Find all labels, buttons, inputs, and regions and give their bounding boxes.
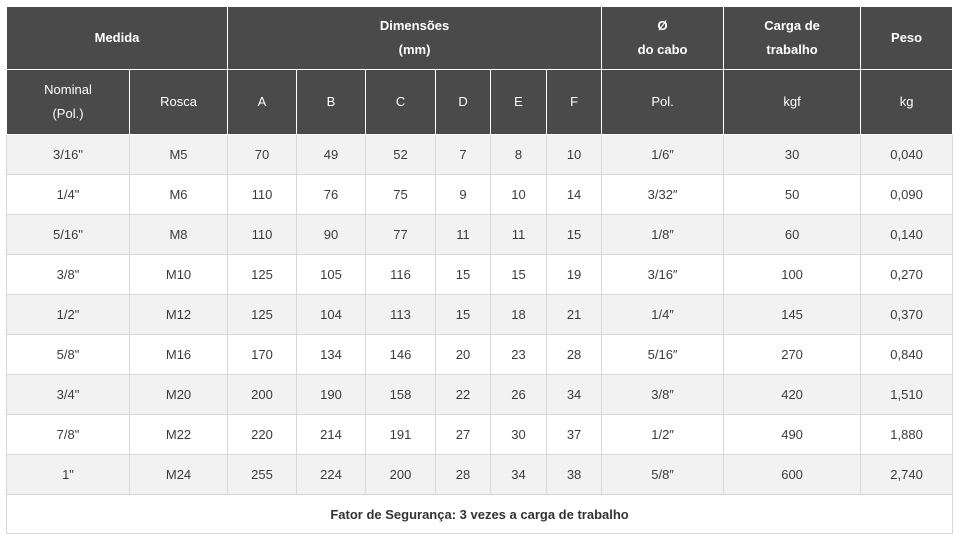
cell-d: 28 <box>436 455 491 495</box>
cell-rosca: M20 <box>130 375 228 415</box>
cell-b: 49 <box>297 135 366 175</box>
header-row-columns <box>7 70 953 135</box>
cell-f: 14 <box>547 175 602 215</box>
header-col-f: F <box>547 70 602 135</box>
header-kg: kg <box>861 70 953 135</box>
header-col-c: C <box>366 70 436 135</box>
cell-peso: 0,140 <box>861 215 953 255</box>
cell-b: 76 <box>297 175 366 215</box>
cell-carga: 60 <box>724 215 861 255</box>
cell-c: 200 <box>366 455 436 495</box>
header-cabo-line1: Ø <box>657 18 668 33</box>
cell-c: 75 <box>366 175 436 215</box>
cell-d: 7 <box>436 135 491 175</box>
header-cabo-line2: do cabo <box>637 42 688 57</box>
header-dimensoes <box>228 7 602 70</box>
cell-carga: 600 <box>724 455 861 495</box>
table-row <box>7 175 953 215</box>
header-peso: Peso <box>861 7 953 70</box>
cell-cabo: 3/8″ <box>602 375 724 415</box>
cell-a: 110 <box>228 175 297 215</box>
cell-c: 52 <box>366 135 436 175</box>
cell-b: 224 <box>297 455 366 495</box>
table-row <box>7 295 953 335</box>
cell-carga: 50 <box>724 175 861 215</box>
cell-peso: 0,090 <box>861 175 953 215</box>
cell-rosca: M16 <box>130 335 228 375</box>
cell-a: 125 <box>228 255 297 295</box>
cell-e: 30 <box>491 415 547 455</box>
cell-a: 70 <box>228 135 297 175</box>
cell-a: 200 <box>228 375 297 415</box>
header-carga-line2: trabalho <box>766 42 818 57</box>
cell-f: 21 <box>547 295 602 335</box>
table-row <box>7 335 953 375</box>
cell-cabo: 3/16″ <box>602 255 724 295</box>
header-cabo <box>602 7 724 70</box>
cell-d: 22 <box>436 375 491 415</box>
header-row-groups <box>7 7 953 70</box>
header-dimensoes-line1: Dimensões <box>379 18 450 33</box>
cell-e: 23 <box>491 335 547 375</box>
cell-e: 18 <box>491 295 547 335</box>
table-row <box>7 215 953 255</box>
cell-d: 11 <box>436 215 491 255</box>
table-row <box>7 415 953 455</box>
header-nominal <box>7 70 130 135</box>
header-col-a: A <box>228 70 297 135</box>
cell-f: 19 <box>547 255 602 295</box>
table-row <box>7 455 953 495</box>
cell-c: 116 <box>366 255 436 295</box>
cell-e: 8 <box>491 135 547 175</box>
cell-rosca: M24 <box>130 455 228 495</box>
cell-c: 191 <box>366 415 436 455</box>
cell-nominal: 5/8" <box>7 335 130 375</box>
cell-cabo: 1/2″ <box>602 415 724 455</box>
cell-d: 20 <box>436 335 491 375</box>
cell-a: 255 <box>228 455 297 495</box>
header-nominal-line1: Nominal <box>44 82 92 97</box>
cell-cabo: 5/8″ <box>602 455 724 495</box>
cell-nominal: 3/8" <box>7 255 130 295</box>
cell-a: 170 <box>228 335 297 375</box>
cell-rosca: M6 <box>130 175 228 215</box>
header-kgf: kgf <box>724 70 861 135</box>
cell-nominal: 3/16" <box>7 135 130 175</box>
cell-nominal: 1/2" <box>7 295 130 335</box>
cell-b: 214 <box>297 415 366 455</box>
cell-b: 134 <box>297 335 366 375</box>
cell-nominal: 1" <box>7 455 130 495</box>
cell-peso: 0,270 <box>861 255 953 295</box>
table-row <box>7 255 953 295</box>
cell-carga: 270 <box>724 335 861 375</box>
cell-f: 37 <box>547 415 602 455</box>
cell-carga: 490 <box>724 415 861 455</box>
header-pol: Pol. <box>602 70 724 135</box>
cell-b: 104 <box>297 295 366 335</box>
safety-factor-note: Fator de Segurança: 3 vezes a carga de trabalho <box>7 495 953 534</box>
cell-rosca: M10 <box>130 255 228 295</box>
cell-peso: 1,510 <box>861 375 953 415</box>
cell-cabo: 1/8″ <box>602 215 724 255</box>
cell-c: 158 <box>366 375 436 415</box>
cell-peso: 0,370 <box>861 295 953 335</box>
cell-cabo: 5/16″ <box>602 335 724 375</box>
spec-table <box>6 6 953 534</box>
cell-c: 113 <box>366 295 436 335</box>
cell-e: 10 <box>491 175 547 215</box>
cell-carga: 30 <box>724 135 861 175</box>
cell-c: 77 <box>366 215 436 255</box>
cell-e: 34 <box>491 455 547 495</box>
cell-rosca: M22 <box>130 415 228 455</box>
cell-c: 146 <box>366 335 436 375</box>
cell-f: 15 <box>547 215 602 255</box>
cell-d: 27 <box>436 415 491 455</box>
cell-peso: 0,840 <box>861 335 953 375</box>
cell-rosca: M5 <box>130 135 228 175</box>
cell-peso: 2,740 <box>861 455 953 495</box>
cell-b: 190 <box>297 375 366 415</box>
cell-peso: 1,880 <box>861 415 953 455</box>
cell-rosca: M12 <box>130 295 228 335</box>
header-rosca: Rosca <box>130 70 228 135</box>
header-nominal-line2: (Pol.) <box>52 106 84 121</box>
cell-e: 26 <box>491 375 547 415</box>
table-body <box>7 135 953 534</box>
cell-a: 110 <box>228 215 297 255</box>
cell-nominal: 7/8" <box>7 415 130 455</box>
header-dimensoes-line2: (mm) <box>398 42 431 57</box>
cell-f: 10 <box>547 135 602 175</box>
cell-peso: 0,040 <box>861 135 953 175</box>
cell-cabo: 3/32″ <box>602 175 724 215</box>
cell-nominal: 1/4" <box>7 175 130 215</box>
cell-b: 105 <box>297 255 366 295</box>
cell-e: 11 <box>491 215 547 255</box>
cell-d: 15 <box>436 295 491 335</box>
header-col-b: B <box>297 70 366 135</box>
cell-f: 28 <box>547 335 602 375</box>
cell-b: 90 <box>297 215 366 255</box>
cell-carga: 420 <box>724 375 861 415</box>
header-col-e: E <box>491 70 547 135</box>
table-row <box>7 135 953 175</box>
header-col-d: D <box>436 70 491 135</box>
cell-d: 15 <box>436 255 491 295</box>
header-medida: Medida <box>7 7 228 70</box>
cell-a: 220 <box>228 415 297 455</box>
cell-f: 34 <box>547 375 602 415</box>
cell-nominal: 3/4" <box>7 375 130 415</box>
cell-carga: 100 <box>724 255 861 295</box>
table-row <box>7 375 953 415</box>
cell-nominal: 5/16" <box>7 215 130 255</box>
footer-row <box>7 495 953 534</box>
cell-cabo: 1/4″ <box>602 295 724 335</box>
table-header <box>7 7 953 135</box>
cell-d: 9 <box>436 175 491 215</box>
header-carga <box>724 7 861 70</box>
cell-a: 125 <box>228 295 297 335</box>
spec-table-container <box>6 6 952 534</box>
cell-carga: 145 <box>724 295 861 335</box>
cell-f: 38 <box>547 455 602 495</box>
cell-cabo: 1/6″ <box>602 135 724 175</box>
cell-rosca: M8 <box>130 215 228 255</box>
header-carga-line1: Carga de <box>764 18 820 33</box>
cell-e: 15 <box>491 255 547 295</box>
